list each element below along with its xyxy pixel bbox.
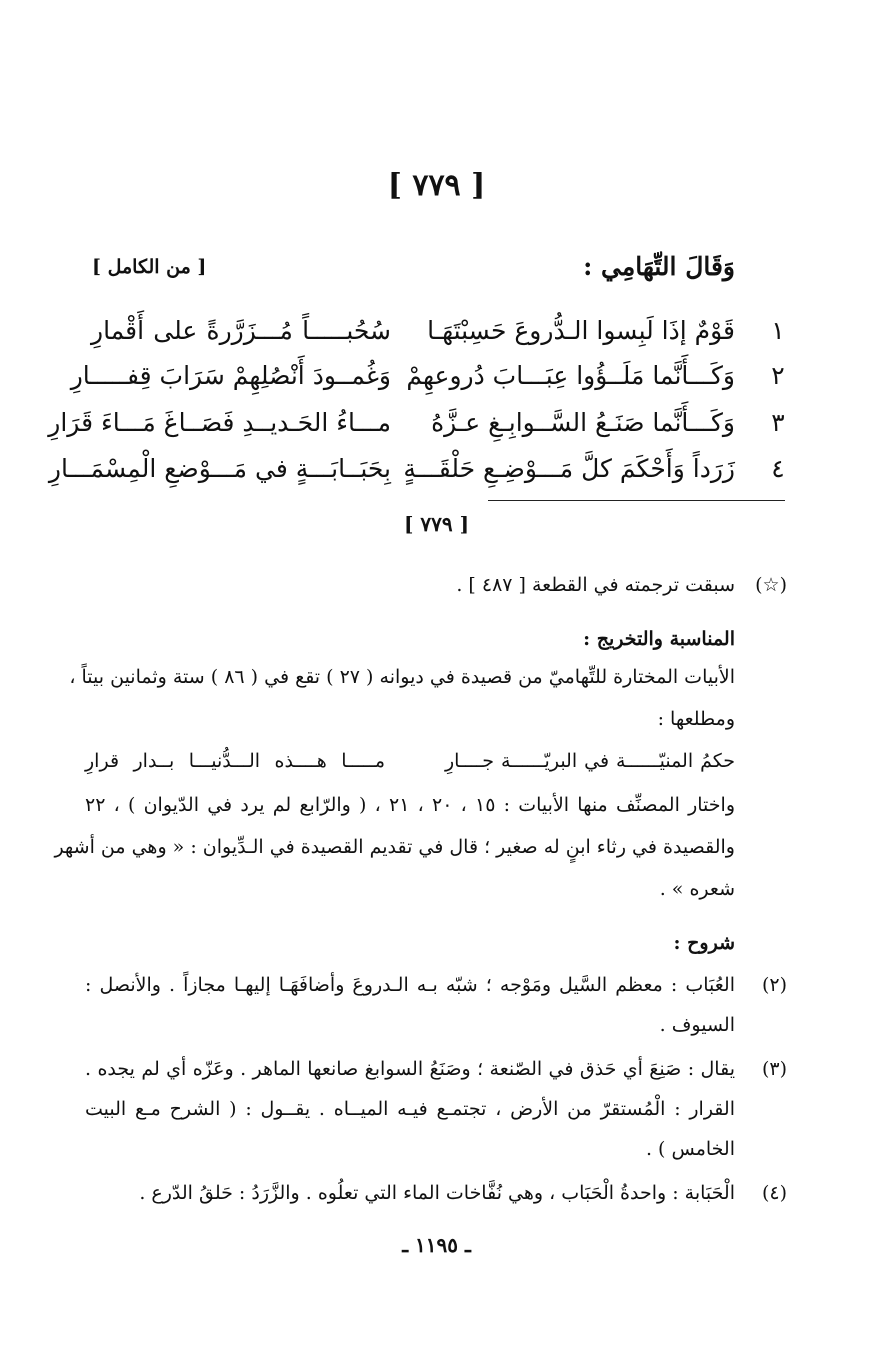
verse-row — [48, 402, 793, 448]
footnote-poem-number: [ ٧٧٩ ] — [403, 512, 470, 536]
note-line: العُبَاب : معظم السَّيل ومَوْجه ؛ شبّه بـه الـدروعَ وأضافَهَـا إليهـا مجازاً . والأنصل : — [85, 974, 735, 996]
note-line: يقال : صَنِعَ أي حَذق في الصّنعة ؛ وصَنَعُ السوابغ صانعها الماهر . وعَزّه أي لم يجده . — [85, 1058, 735, 1080]
verse-number: ٢ — [771, 361, 785, 390]
opening-verse-second-hemistich: مـــــا هــــذه الـــدُّنيـــا بــدار قرارِ — [85, 750, 385, 772]
opening-verse-first-hemistich: حكمُ المنيّــــــة في البريّــــــة جــــارِ — [445, 750, 735, 772]
note-line: الْحَبَابة : واحدةُ الْحَبَاب ، وهي نُفَّاخات الماء التي تعلُوه . والزَّرَدُ : حَلقُ الدّرع . — [139, 1182, 735, 1204]
poem-meter: [ من الكامل ] — [92, 256, 207, 278]
section-heading-shuruh: شروح : — [673, 932, 735, 954]
verse-number: ٣ — [771, 408, 785, 437]
verse-second-hemistich: مـــاءُ الحَـديــدِ فَصَــاغَ مَـــاءَ قَرَارِ — [48, 408, 391, 437]
verse-number: ١ — [771, 316, 785, 345]
verse-row — [88, 310, 793, 356]
verse-number: ٤ — [771, 454, 785, 483]
munasaba-line: واختار المصنِّف منها الأبيات : ١٥ ، ٢٠ ، ٢١ ، ( والرّابع لم يرد في الدّيوان ) ، ٢٢ — [85, 794, 735, 816]
verse-row — [48, 448, 793, 494]
munasaba-line: ومطلعها : — [657, 708, 735, 730]
verse-second-hemistich: وَغُمــودَ أَنْصُلِهِمْ سَرَابَ قِفـــــارِ — [70, 361, 391, 390]
verse-first-hemistich: وَكَـــأَنَّما مَلَــؤُوا عِبَـــابَ دُروعهِمْ — [406, 361, 735, 390]
verse-row — [70, 355, 793, 401]
note-line: القرار : الْمُستقرّ من الأرض ، تجتمـع فيـه الميــاه . يقــول : ( الشرح مـع البيت — [85, 1098, 735, 1120]
page-number: ـ ١١٩٥ ـ — [402, 1233, 471, 1257]
footnote-star-marker: (☆) — [755, 574, 787, 596]
note-marker: (٢) — [761, 974, 787, 996]
opening-verse — [85, 750, 735, 784]
poet-attribution: وَقَالَ التِّهَامِي : — [583, 252, 735, 281]
footnote-separator — [488, 500, 785, 501]
note-line: الخامس ) . — [645, 1138, 735, 1160]
verse-first-hemistich: قَوْمٌ إذَا لَبِسوا الـدُّروعَ حَسِبْتَهَـا — [427, 316, 735, 345]
footnote-star-text: سبقت ترجمته في القطعة [ ٤٨٧ ] . — [456, 574, 735, 596]
note-line: السيوف . — [659, 1014, 735, 1036]
note-marker: (٤) — [761, 1182, 787, 1204]
verse-second-hemistich: بِحَبَــابَـــةٍ في مَـــوْضعِ الْمِسْمَـــارِ — [48, 454, 391, 483]
verse-first-hemistich: زَرَداً وَأَحْكَمَ كلَّ مَـــوْضِـعِ حَلْقَـــةٍ — [403, 454, 735, 483]
verse-second-hemistich: سُحُبـــــاً مُـــزَرَّرةً على أَقْمارِ — [91, 316, 391, 345]
munasaba-line: والقصيدة في رثاء ابنٍ له صغير ؛ قال في تقديم القصيدة في الـدِّيوان : « وهي من أشهر — [54, 836, 735, 858]
poem-number-heading: [ ٧٧٩ ] — [387, 168, 486, 203]
verse-first-hemistich: وَكَـــأَنَّما صَنَـعُ السَّــوابِـغِ عـزَّهُ — [431, 408, 735, 437]
note-marker: (٣) — [761, 1058, 787, 1080]
munasaba-line: شعره » . — [659, 878, 735, 900]
section-heading-munasaba: المناسبة والتخريج : — [583, 628, 735, 650]
munasaba-line: الأبيات المختارة للتِّهاميّ من قصيدة في ديوانه ( ٢٧ ) تقع في ( ٨٦ ) ستة وثمانين بيتاً ، — [69, 666, 735, 688]
